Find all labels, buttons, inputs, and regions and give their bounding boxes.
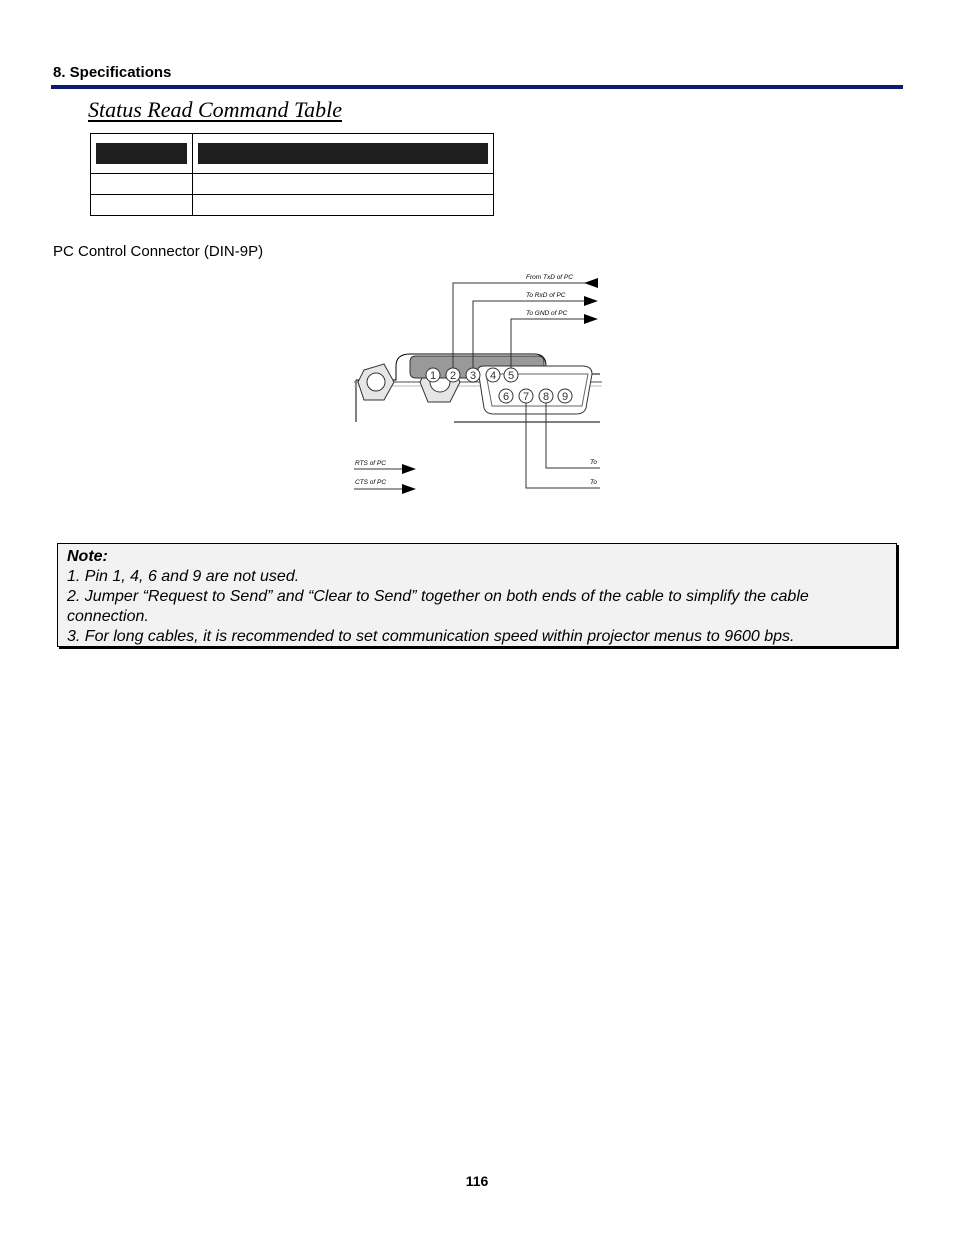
wire-label-right-1: To <box>590 459 597 466</box>
pin-9 <box>558 389 572 403</box>
svg-text:4: 4 <box>489 370 497 382</box>
table-cell <box>91 174 193 195</box>
wire-label-cts: CTS of PC <box>355 479 387 486</box>
pin-3 <box>466 368 480 382</box>
svg-text:3: 3 <box>469 370 477 382</box>
din-9p-connector-diagram <box>354 270 602 498</box>
connector-label: PC Control Connector (DIN-9P) <box>53 243 264 260</box>
svg-text:8: 8 <box>542 391 550 403</box>
wire-label-rxd: To RxD of PC <box>526 292 566 299</box>
table-cell <box>193 174 494 195</box>
table-cell <box>193 195 494 216</box>
table-header-cell-1 <box>91 134 193 174</box>
status-read-command-table <box>90 133 494 216</box>
wire-label-gnd: To GND of PC <box>526 310 568 317</box>
svg-text:1: 1 <box>429 370 437 382</box>
wire-label-right-2: To <box>590 479 597 486</box>
pin-4 <box>486 368 500 382</box>
note-box <box>57 543 897 647</box>
page-number: 116 <box>465 1173 489 1189</box>
pin-2 <box>446 368 460 382</box>
table-header-row <box>91 134 494 174</box>
svg-text:6: 6 <box>502 391 510 403</box>
pin-5 <box>504 368 518 382</box>
note-item: 2. Jumper “Request to Send” and “Clear to Send” together on both ends of the cable to simplify the cable connection. <box>67 588 809 625</box>
section-heading: 8. Specifications <box>53 64 172 81</box>
pin-8 <box>539 389 553 403</box>
wire-label-txd: From TxD of PC <box>526 274 573 281</box>
note-item: 1. Pin 1, 4, 6 and 9 are not used. <box>67 568 300 585</box>
table-title: Status Read Command Table <box>88 97 343 122</box>
svg-text:2: 2 <box>449 370 457 382</box>
pin-1 <box>426 368 440 382</box>
pin-6 <box>499 389 513 403</box>
table-row <box>91 195 494 216</box>
note-item: 3. For long cables, it is recommended to set communication speed within projector menus to 9600 bps. <box>67 628 795 645</box>
note-title: Note: <box>67 548 108 565</box>
wire-label-rts: RTS of PC <box>355 460 386 467</box>
pin-7 <box>519 389 533 403</box>
svg-text:9: 9 <box>561 391 569 403</box>
header-rule <box>51 85 903 89</box>
table-header-cell-2 <box>193 134 494 174</box>
svg-text:7: 7 <box>522 391 530 403</box>
table-cell <box>91 195 193 216</box>
svg-text:5: 5 <box>507 370 515 382</box>
table-row <box>91 174 494 195</box>
